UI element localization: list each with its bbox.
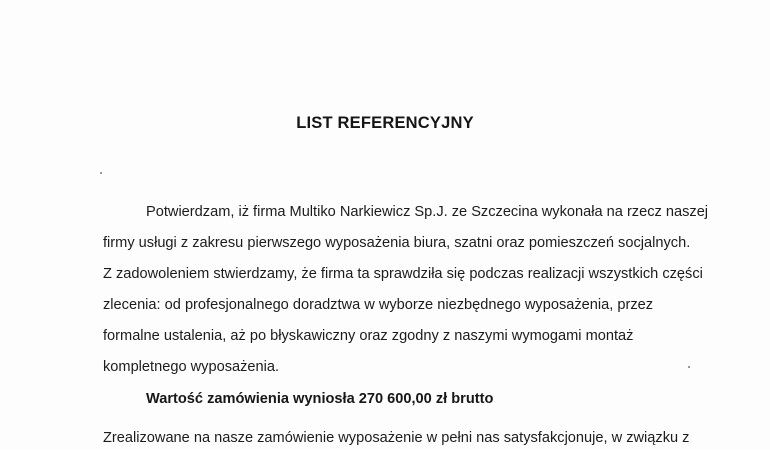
paragraph-confirmation [103, 197, 709, 259]
scan-speck [100, 172, 102, 174]
paragraph-line: formalne ustalenia, aż po błyskawiczny oraz zgodny z naszymi wymogami montaż [103, 328, 634, 344]
order-value: Wartość zamówienia wyniosła 270 600,00 zł brutto [146, 391, 494, 407]
paragraph-line: kompletnego wyposażenia. [103, 359, 280, 375]
paragraph-line: Z zadowoleniem stwierdzamy, że firma ta sprawdziła się podczas realizacji wszystkich części [103, 266, 703, 282]
scan-speck [688, 366, 690, 368]
paragraph-line: Potwierdzam, iż firma Multiko Narkiewicz Sp.J. ze Szczecina wykonała na rzecz naszej [146, 204, 709, 220]
paragraph-line: zlecenia: od profesjonalnego doradztwa w wyborze niezbędnego wyposażenia, przez [103, 297, 654, 313]
paragraph-line: firmy usługi z zakresu pierwszego wyposażenia biura, szatni oraz pomieszczeń socjalnych. [103, 235, 691, 251]
paragraph-satisfaction [103, 259, 703, 383]
document-title: LIST REFERENCYJNY [296, 114, 474, 132]
paragraph-conclusion: Zrealizowane na nasze zamówienie wyposażenie w pełni nas satysfakcjonuje, w związku z [103, 430, 690, 446]
